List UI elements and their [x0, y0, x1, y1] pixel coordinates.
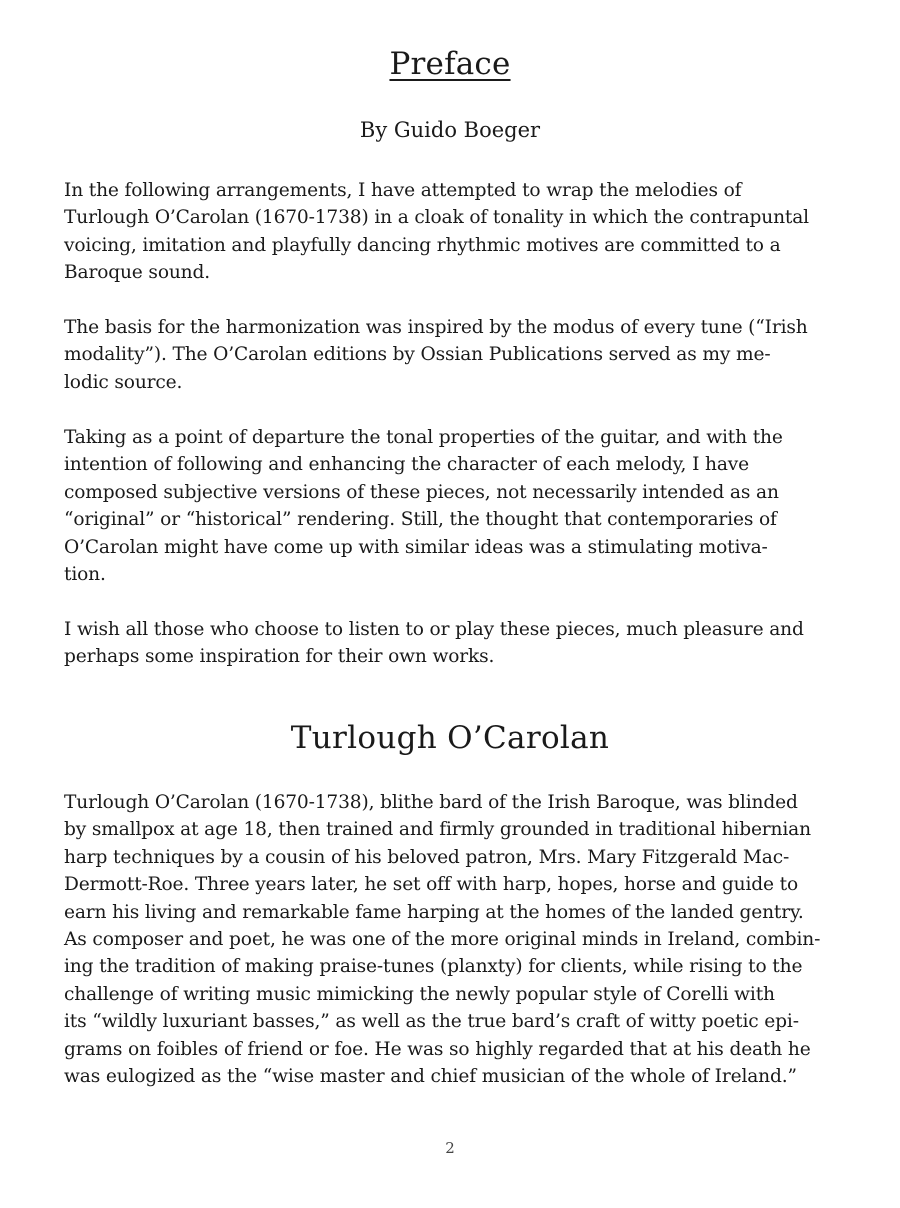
- text-line: its “wildly luxuriant basses,” as well as the true bard’s craft of witty poetic epi-: [64, 1011, 799, 1033]
- text-line: challenge of writing music mimicking the newly popular style of Corelli with: [64, 983, 775, 1005]
- author-byline: By Guido Boeger: [359, 118, 541, 142]
- text-line: intention of following and enhancing the character of each melody, I have: [64, 454, 749, 476]
- biography-heading: Turlough O’Carolan: [290, 720, 610, 756]
- text-line: lodic source.: [64, 371, 183, 393]
- text-line: was eulogized as the “wise master and chief musician of the whole of Ireland.”: [64, 1066, 797, 1088]
- text-line: Turlough O’Carolan (1670-1738), blithe bard of the Irish Baroque, was blinded: [64, 792, 798, 813]
- text-line: I wish all those who choose to listen to or play these pieces, much pleasure and: [64, 619, 804, 640]
- preface-paragraph-2: [64, 314, 834, 396]
- text-line: Baroque sound.: [64, 262, 211, 284]
- preface-paragraph-3: [64, 424, 834, 588]
- biography-paragraph: [64, 789, 834, 1090]
- text-line: ing the tradition of making praise-tunes (planxty) for clients, while rising to the: [64, 956, 803, 978]
- preface-paragraph-1: [64, 177, 834, 287]
- text-line: In the following arrangements, I have attempted to wrap the melodies of: [64, 180, 742, 201]
- text-line: by smallpox at age 18, then trained and firmly grounded in traditional hibernian: [64, 819, 811, 841]
- text-line: tion.: [64, 564, 106, 586]
- text-line: voicing, imitation and playfully dancing rhythmic motives are committed to a: [64, 234, 781, 256]
- text-line: As composer and poet, he was one of the more original minds in Ireland, combin-: [64, 929, 821, 951]
- preface-title: Preface: [389, 46, 511, 82]
- text-line: harp techniques by a cousin of his beloved patron, Mrs. Mary Fitzgerald Mac-: [64, 846, 790, 868]
- preface-paragraph-4: [64, 616, 834, 671]
- text-line: grams on foibles of friend or foe. He was so highly regarded that at his death he: [64, 1038, 811, 1060]
- text-line: Dermott-Roe. Three years later, he set off with harp, hopes, horse and guide to: [64, 874, 799, 896]
- page-number: 2: [445, 1139, 455, 1157]
- text-line: perhaps some inspiration for their own works.: [64, 646, 495, 668]
- text-line: Taking as a point of departure the tonal properties of the guitar, and with the: [64, 427, 783, 448]
- text-line: Turlough O’Carolan (1670-1738) in a cloak of tonality in which the contrapuntal: [64, 207, 809, 229]
- text-line: O’Carolan might have come up with similar ideas was a stimulating motiva-: [64, 536, 768, 558]
- text-line: earn his living and remarkable fame harping at the homes of the landed gentry.: [64, 901, 804, 923]
- text-line: composed subjective versions of these pieces, not necessarily intended as an: [64, 481, 779, 503]
- text-line: The basis for the harmonization was inspired by the modus of every tune (“Irish: [64, 317, 808, 338]
- text-line: “original” or “historical” rendering. Still, the thought that contemporaries of: [64, 509, 777, 531]
- text-line: modality”). The O’Carolan editions by Ossian Publications served as my me-: [64, 344, 771, 366]
